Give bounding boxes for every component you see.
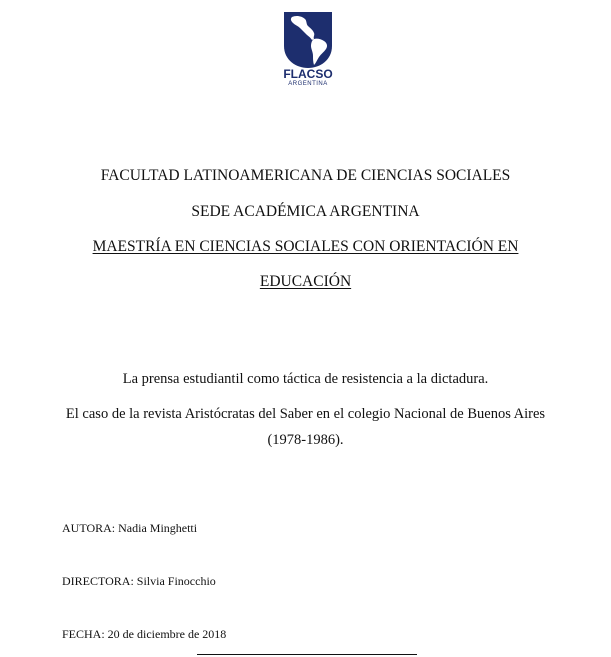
program-heading-line2 — [0, 273, 611, 291]
thesis-subtitle-line2: (1978-1986). — [267, 432, 344, 448]
date-line: FECHA: 20 de diciembre de 2018 — [62, 627, 227, 641]
logo-name: FLACSO — [283, 67, 333, 81]
director-line: DIRECTORA: Silvia Finocchio — [62, 574, 216, 588]
signature-line — [197, 654, 417, 655]
program-heading-line1-text: MAESTRÍA EN CIENCIAS SOCIALES CON ORIENTACIÓN EN — [92, 238, 519, 255]
americas-map-icon — [278, 12, 338, 68]
program-heading-line1 — [0, 238, 611, 256]
program-heading-line2-text: EDUCACIÓN — [259, 273, 352, 290]
thesis-subtitle-line1: El caso de la revista Aristócratas del Saber en el colegio Nacional de Buenos Aires — [65, 406, 546, 422]
author-line: AUTORA: Nadia Minghetti — [62, 521, 198, 535]
flacso-logo — [278, 12, 338, 90]
logo-country: ARGENTINA — [288, 81, 328, 87]
thesis-title: La prensa estudiantil como táctica de resistencia a la dictadura. — [122, 371, 489, 387]
faculty-heading: FACULTAD LATINOAMERICANA DE CIENCIAS SOCIALES — [100, 167, 511, 184]
campus-heading: SEDE ACADÉMICA ARGENTINA — [191, 203, 420, 220]
